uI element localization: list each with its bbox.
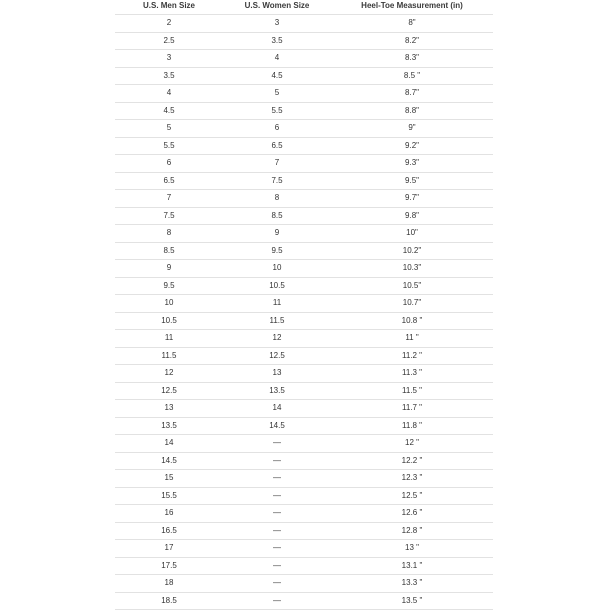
heel-toe-cell: 9.2" [331,137,493,155]
women-size-cell: 13 [223,365,331,383]
heel-toe-cell: 12.2 " [331,452,493,470]
women-size-cell: — [223,557,331,575]
heel-toe-cell: 12.3 " [331,470,493,488]
men-size-cell: 11 [115,330,223,348]
women-size-cell: — [223,452,331,470]
men-size-cell: 6 [115,155,223,173]
men-size-cell: 5 [115,120,223,138]
table-row [115,155,493,173]
men-size-cell: 6.5 [115,172,223,190]
heel-toe-cell: 12.8 " [331,522,493,540]
heel-toe-cell: 10.3" [331,260,493,278]
table-row [115,15,493,33]
heel-toe-cell: 11.3 " [331,365,493,383]
table-row [115,260,493,278]
table-row [115,505,493,523]
women-size-cell: 12 [223,330,331,348]
table-row [115,67,493,85]
heel-toe-cell: 11 " [331,330,493,348]
men-size-cell: 9.5 [115,277,223,295]
table-row [115,277,493,295]
heel-toe-cell: 13.3 " [331,575,493,593]
table-row [115,557,493,575]
men-size-cell: 7.5 [115,207,223,225]
men-size-cell: 18 [115,575,223,593]
men-size-cell: 3.5 [115,67,223,85]
heel-toe-cell: 8.2" [331,32,493,50]
table-row [115,452,493,470]
table-row [115,242,493,260]
men-size-cell: 4 [115,85,223,103]
women-size-cell: 6.5 [223,137,331,155]
women-size-cell: — [223,487,331,505]
women-size-cell: 4.5 [223,67,331,85]
table-row [115,522,493,540]
women-size-cell: 9.5 [223,242,331,260]
men-size-cell: 14.5 [115,452,223,470]
heel-toe-cell: 11.5 " [331,382,493,400]
men-size-cell: 16 [115,505,223,523]
table-row [115,312,493,330]
men-size-cell: 13 [115,400,223,418]
men-size-cell: 17.5 [115,557,223,575]
women-size-cell: 7.5 [223,172,331,190]
heel-toe-cell: 10" [331,225,493,243]
women-size-cell: — [223,435,331,453]
table-header-row [115,0,493,15]
heel-toe-cell: 9" [331,120,493,138]
heel-toe-cell: 8.3" [331,50,493,68]
men-size-cell: 8.5 [115,242,223,260]
heel-toe-cell: 8.8" [331,102,493,120]
table-row [115,470,493,488]
men-size-cell: 17 [115,540,223,558]
heel-toe-cell: 13 " [331,540,493,558]
men-size-cell: 3 [115,50,223,68]
women-size-cell: 10.5 [223,277,331,295]
table-row [115,85,493,103]
men-size-cell: 12.5 [115,382,223,400]
heel-toe-cell: 8.5 " [331,67,493,85]
heel-toe-cell: 11.2 " [331,347,493,365]
heel-toe-cell: 9.8" [331,207,493,225]
men-size-cell: 18.5 [115,592,223,610]
women-size-cell: 4 [223,50,331,68]
header-women-size: U.S. Women Size [223,0,331,15]
table-row [115,365,493,383]
women-size-cell: 5.5 [223,102,331,120]
women-size-cell: — [223,522,331,540]
men-size-cell: 5.5 [115,137,223,155]
men-size-cell: 10.5 [115,312,223,330]
women-size-cell: 13.5 [223,382,331,400]
men-size-cell: 11.5 [115,347,223,365]
table-row [115,330,493,348]
women-size-cell: 6 [223,120,331,138]
women-size-cell: 3 [223,15,331,33]
table-row [115,417,493,435]
heel-toe-cell: 10.8 " [331,312,493,330]
women-size-cell: 10 [223,260,331,278]
women-size-cell: — [223,575,331,593]
heel-toe-cell: 13.5 " [331,592,493,610]
table-row [115,172,493,190]
men-size-cell: 16.5 [115,522,223,540]
women-size-cell: 11 [223,295,331,313]
women-size-cell: 3.5 [223,32,331,50]
table-row [115,50,493,68]
header-men-size: U.S. Men Size [115,0,223,15]
women-size-cell: — [223,505,331,523]
size-chart-table [115,0,493,610]
heel-toe-cell: 9.5" [331,172,493,190]
men-size-cell: 4.5 [115,102,223,120]
men-size-cell: 9 [115,260,223,278]
table-row [115,347,493,365]
women-size-cell: — [223,540,331,558]
men-size-cell: 10 [115,295,223,313]
table-row [115,225,493,243]
heel-toe-cell: 13.1 " [331,557,493,575]
women-size-cell: 12.5 [223,347,331,365]
heel-toe-cell: 10.2" [331,242,493,260]
men-size-cell: 13.5 [115,417,223,435]
table-row [115,382,493,400]
heel-toe-cell: 12.6 " [331,505,493,523]
table-row [115,102,493,120]
heel-toe-cell: 10.5" [331,277,493,295]
women-size-cell: 14.5 [223,417,331,435]
women-size-cell: 11.5 [223,312,331,330]
men-size-cell: 8 [115,225,223,243]
women-size-cell: 8 [223,190,331,208]
heel-toe-cell: 9.7" [331,190,493,208]
men-size-cell: 12 [115,365,223,383]
women-size-cell: 7 [223,155,331,173]
heel-toe-cell: 8" [331,15,493,33]
table-row [115,32,493,50]
men-size-cell: 14 [115,435,223,453]
men-size-cell: 7 [115,190,223,208]
table-row [115,435,493,453]
men-size-cell: 15 [115,470,223,488]
heel-toe-cell: 11.8 " [331,417,493,435]
table-row [115,592,493,610]
table-row [115,575,493,593]
women-size-cell: 9 [223,225,331,243]
heel-toe-cell: 12.5 " [331,487,493,505]
heel-toe-cell: 11.7 " [331,400,493,418]
heel-toe-cell: 8.7" [331,85,493,103]
men-size-cell: 15.5 [115,487,223,505]
table-row [115,400,493,418]
heel-toe-cell: 9.3" [331,155,493,173]
table-row [115,540,493,558]
table-body [115,15,493,610]
women-size-cell: 5 [223,85,331,103]
women-size-cell: — [223,470,331,488]
table-row [115,190,493,208]
women-size-cell: 14 [223,400,331,418]
table-row [115,295,493,313]
women-size-cell: 8.5 [223,207,331,225]
men-size-cell: 2 [115,15,223,33]
men-size-cell: 2.5 [115,32,223,50]
women-size-cell: — [223,592,331,610]
table-row [115,137,493,155]
heel-toe-cell: 10.7" [331,295,493,313]
heel-toe-cell: 12 " [331,435,493,453]
table-row [115,487,493,505]
table-row [115,120,493,138]
table-row [115,207,493,225]
header-heel-toe-measurement: Heel-Toe Measurement (in) [331,0,493,15]
